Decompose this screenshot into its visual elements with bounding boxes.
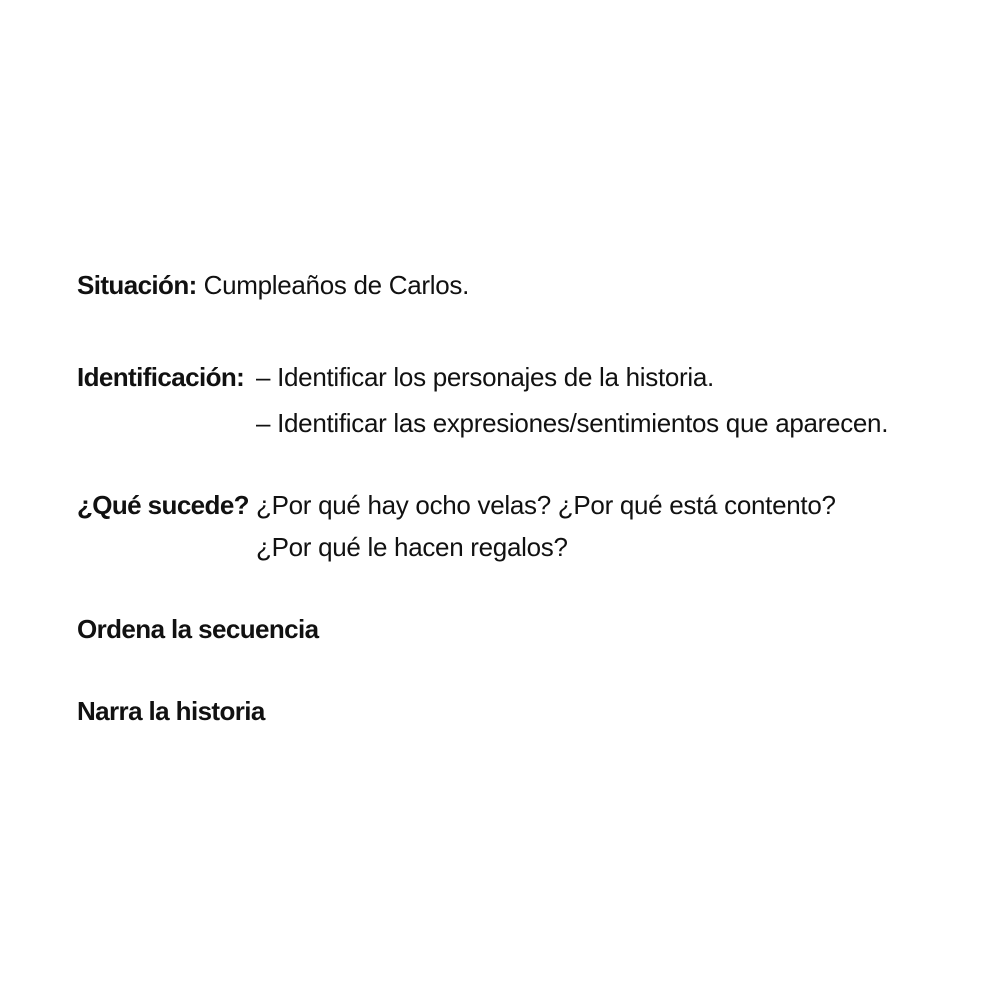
situacion-label: Situación: [77,270,197,300]
identificacion-label [77,361,244,393]
situacion-text: Cumpleaños de Carlos. [196,270,469,300]
identificacion-item-1: – Identificar los personajes de la historia. [256,362,714,392]
que-sucede-line-2: ¿Por qué le hacen regalos? [256,532,568,562]
narra-heading: Narra la historia [77,696,265,726]
que-sucede-line-1: ¿Por qué hay ocho velas? ¿Por qué está contento? [256,490,836,520]
que-sucede-label-text: ¿Qué sucede? [77,490,249,520]
identificacion-label-text: Identificación: [77,362,245,392]
que-sucede-label [77,489,249,521]
ordena-heading: Ordena la secuencia [77,614,319,644]
identificacion-item-2: – Identificar las expresiones/sentimientos que aparecen. [256,408,889,438]
situacion-line [77,269,469,301]
